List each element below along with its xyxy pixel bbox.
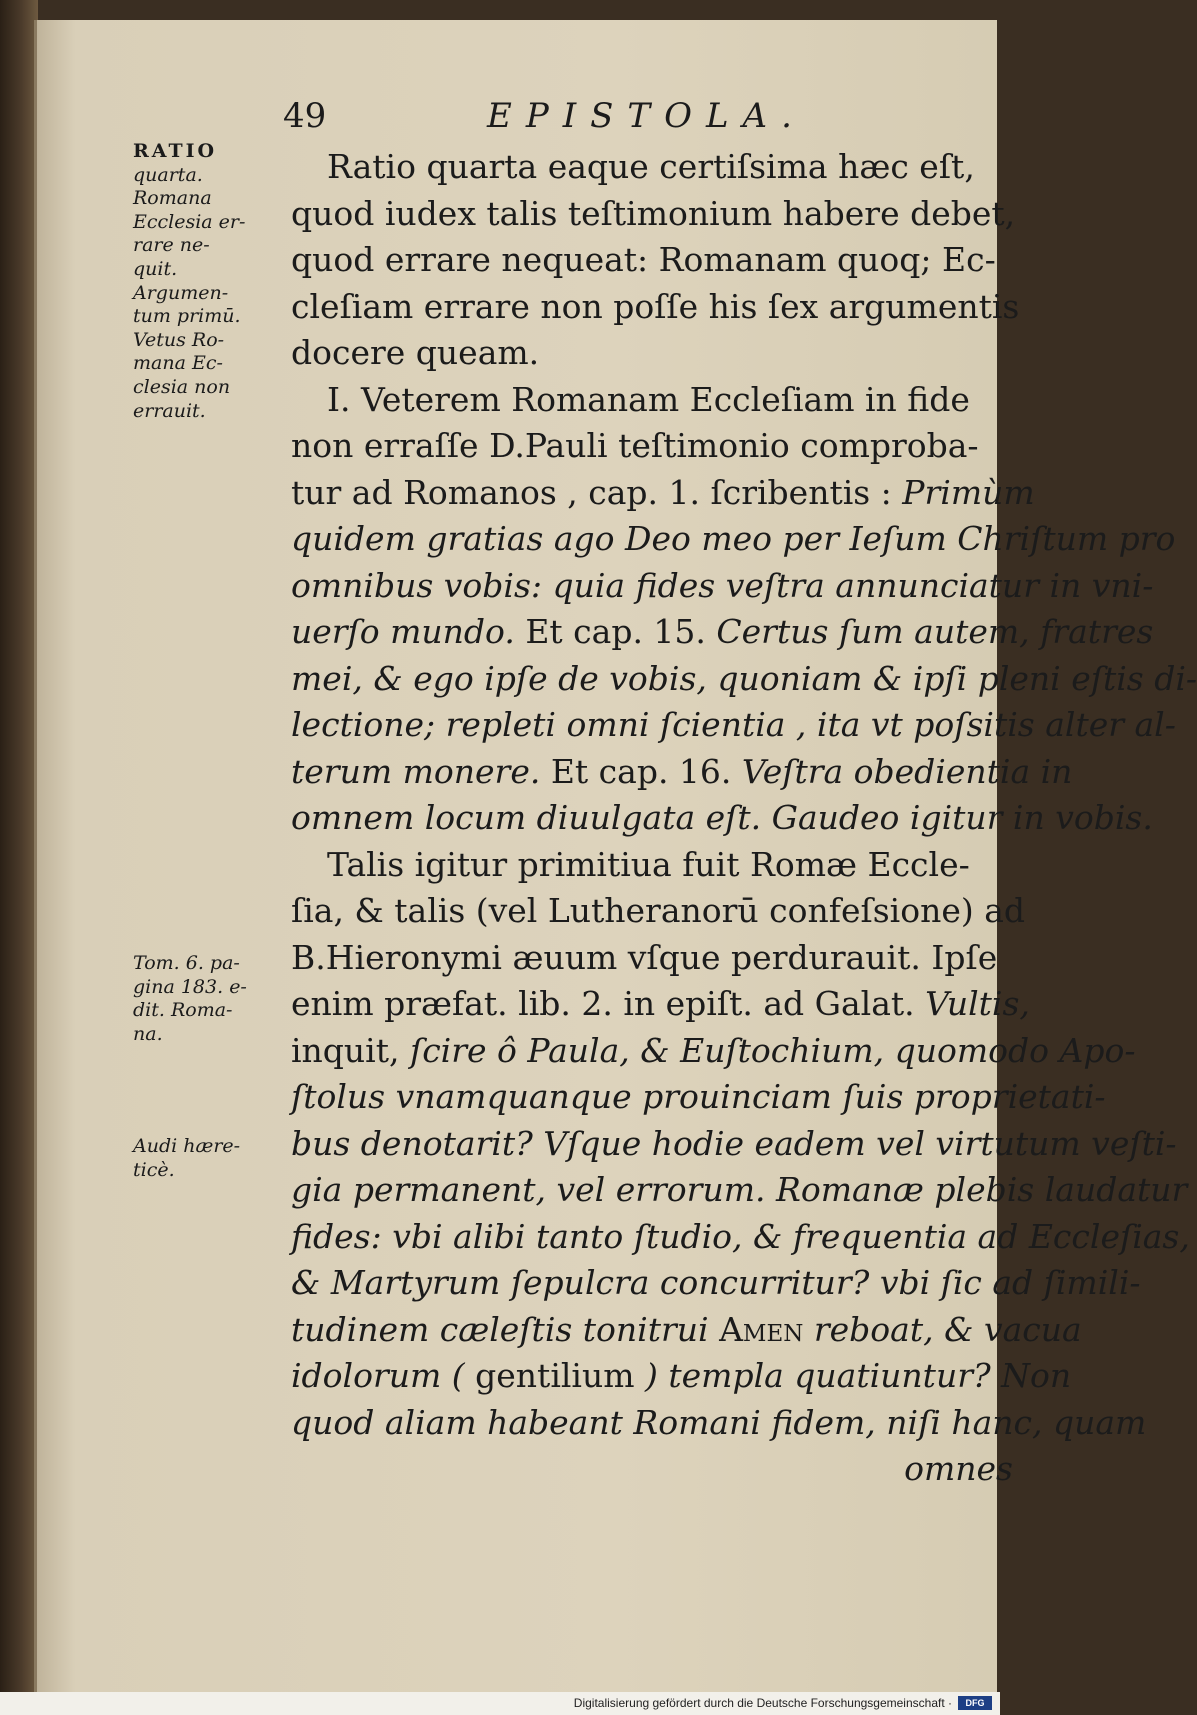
text-line: omnibus vobis: quia fides veſtra annunciatur in vni- (291, 565, 1154, 605)
margin-note-line: Tom. 6. pa- (133, 952, 240, 974)
margin-note-line: quit. (133, 257, 178, 280)
margin-note-line: na. (133, 1022, 163, 1045)
margin-note-line: quarta. (133, 163, 203, 186)
margin-note-line: mana Ec- (133, 352, 223, 375)
book-page (34, 20, 1197, 1692)
text-line: enim præfat. lib. 2. in epiſt. ad Galat. Vultis, (291, 984, 1030, 1023)
body-text (291, 144, 1197, 1493)
text-line: uerſo mundo. Et cap. 15. Certus ſum autem, fratres (291, 612, 1154, 651)
text-line: omnes (904, 1449, 1013, 1488)
margin-note-line: Ecclesia er- (133, 210, 246, 233)
text-line: fides: vbi alibi tanto ſtudio, & frequentia ad Eccleſias, (291, 1216, 1190, 1256)
margin-note (133, 1135, 291, 1182)
margin-note-line: errauit. (133, 399, 206, 422)
text-line: gia permanent, vel errorum. Romanæ plebis laudatur (291, 1170, 1188, 1209)
text-line: quod errare nequeat: Romanam quoq; Ec- (291, 240, 996, 279)
text-line: cleſiam errare non poſſe his ſex argumentis (291, 286, 1020, 326)
text-line: quidem gratias ago Deo meo per Ieſum Chriſtum pro (291, 519, 1176, 558)
margin-note-line: Argumen- (133, 281, 229, 304)
text-line: bus denotarit? Vſque hodie eadem vel virtutum veſti- (291, 1123, 1177, 1163)
text-line: docere queam. (291, 333, 540, 372)
margin-note-line: Romana (133, 187, 212, 210)
text-line: Talis igitur primitiua fuit Romæ Eccle- (327, 844, 970, 884)
text-line: lectione; repleti omni ſcientia , ita vt poſsitis alter al- (291, 705, 1176, 744)
margin-note-line: Audi hære- (133, 1135, 241, 1157)
margin-note-line: dit. Roma- (133, 999, 233, 1022)
text-line: & Martyrum ſepulcra concurritur? vbi ſic ad ſimili- (291, 1263, 1141, 1302)
footer-bar (0, 1692, 1000, 1715)
book-binding (0, 0, 38, 1715)
text-line: tudinem cæleſtis tonitrui Amen reboat, & vacua (291, 1309, 1082, 1349)
margin-note-line: ticè. (133, 1158, 175, 1181)
text-line: ſtolus vnamquanque prouinciam ſuis proprietati- (291, 1077, 1106, 1116)
page-number: 49 (283, 96, 327, 136)
text-line: quod iudex talis teſtimonium habere debet, (291, 193, 1016, 233)
margin-note (133, 952, 291, 1046)
text-line: ſia, & talis (vel Lutheranorū confeſsione) ad (291, 891, 1026, 930)
margin-note-line: clesia non (133, 375, 231, 398)
text-line: omnem locum diuulgata eſt. Gaudeo igitur in vobis. (291, 798, 1153, 837)
text-line: terum monere. Et cap. 16. Veſtra obedientia in (291, 751, 1073, 791)
text-line: I. Veterem Romanam Eccleſiam in fide (327, 379, 970, 419)
dfg-logo: DFG (958, 1696, 992, 1710)
margin-note-line: rare ne- (133, 234, 210, 257)
margin-note (133, 140, 291, 423)
margin-note-line: tum primū. (133, 305, 241, 328)
margin-note-line: RATIO (133, 140, 218, 162)
page-header (37, 96, 997, 146)
text-line: idolorum ( gentilium ) templa quatiuntur? Non (291, 1356, 1072, 1395)
text-line: mei, & ego ipſe de vobis, quoniam & ipſi pleni eſtis di- (291, 658, 1197, 698)
margin-note-line: gina 183. e- (133, 975, 247, 998)
text-line: B.Hieronymi æuum vſque perdurauit. Ipſe (291, 937, 998, 977)
text-line: quod aliam habeant Romani fidem, niſi hanc, quam (291, 1402, 1147, 1442)
text-line: non erraſſe D.Pauli teſtimonio comproba- (291, 426, 979, 465)
footer-text: Digitalisierung gefördert durch die Deutsche Forschungsgemeinschaft · (573, 1696, 952, 1710)
text-line: Ratio quarta eaque certiſsima hæc eſt, (327, 147, 975, 186)
margin-note-line: Vetus Ro- (133, 328, 225, 351)
text-line: inquit, ſcire ô Paula, & Euſtochium, quomodo Apo- (291, 1030, 1136, 1070)
running-title: EPISTOLA. (487, 96, 806, 136)
text-line: tur ad Romanos , cap. 1. ſcribentis : Primùm (291, 472, 1035, 512)
